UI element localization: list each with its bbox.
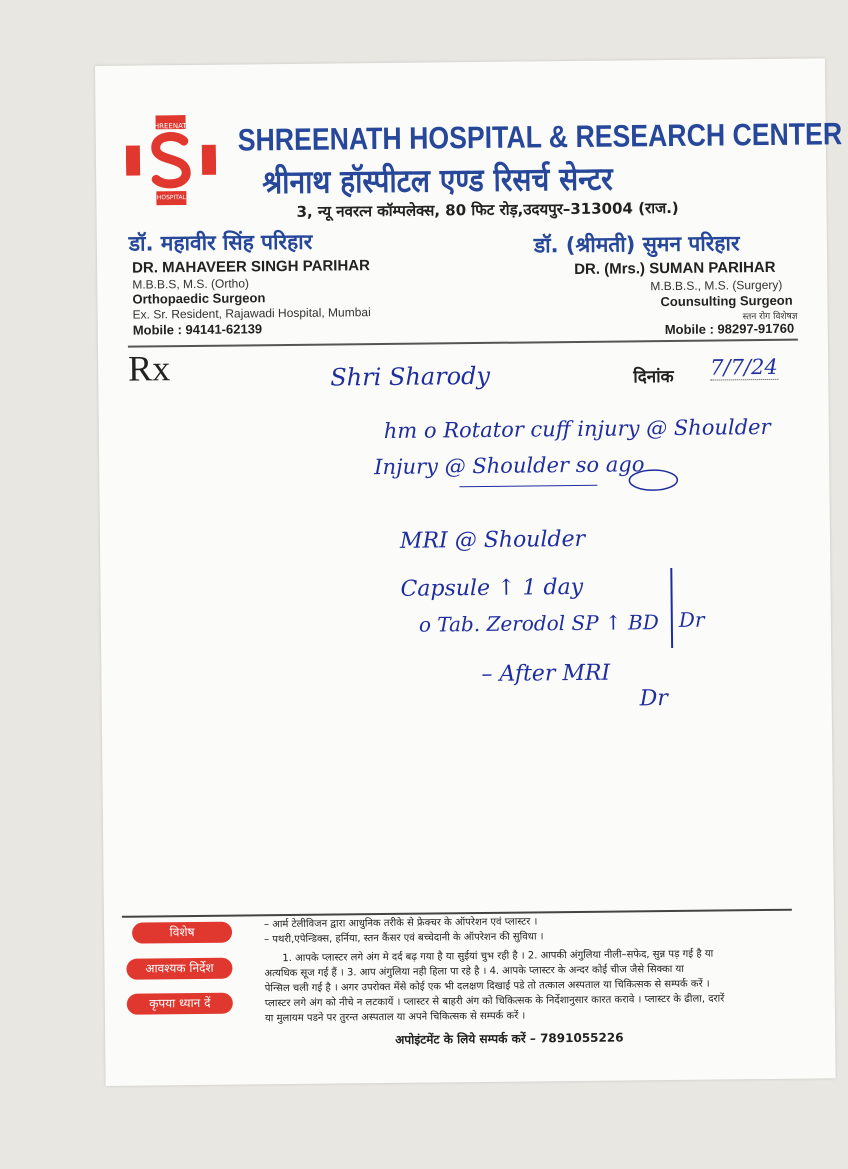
handwritten-line: o Tab. Zerodol SP ↑ BD bbox=[418, 610, 659, 637]
doctor-right-name-hindi: डॉ. (श्रीमती) सुमन परिहार bbox=[533, 231, 740, 258]
hospital-address: 3, न्यू नवरत्न कॉम्पलेक्स, 80 फिट रोड़,उदयपुर–313004 (राज.) bbox=[296, 198, 679, 221]
appointment-contact: अपोइंटमेंट के लिये सम्पर्क करें – 7891055226 bbox=[395, 1030, 624, 1047]
doctor-left-name-english: DR. MAHAVEER SINGH PARIHAR bbox=[132, 257, 370, 277]
doctor-left-name-hindi: डॉ. महावीर सिंह परिहार bbox=[128, 229, 313, 256]
doctor-right-degree: M.B.B.S., M.S. (Surgery) bbox=[650, 277, 783, 294]
handwritten-underline bbox=[459, 485, 597, 487]
footer-instruction-line: 1. आपके प्लास्टर लगे अंग मे दर्द बढ़ गया है या सुईयां चुभ रही है । 2. आपकी अंगुलिया नीली–सफेद, सुन्न पड़ गई है या bbox=[282, 948, 714, 965]
doctor-right-specialty: Counsulting Surgeon bbox=[660, 292, 793, 310]
date-label: दिनांक bbox=[633, 366, 674, 388]
footer-instruction-line: या मुलायम पडने पर तुरन्त अस्पताल या अपने चिकित्सक से सम्पर्क करें । bbox=[264, 1010, 526, 1025]
date-value: 7/7/24 bbox=[710, 354, 778, 380]
badge-attention: कृपया ध्यान दें bbox=[127, 993, 233, 1015]
footer-instruction-line: अत्यधिक सूज गई हैं । 3. आप अंगुलिया नही हिला पा रहे है । 4. आपके प्लास्टर के अन्दर कोई चीज जैसे सिक्का या bbox=[264, 963, 684, 980]
handwritten-line: Injury @ Shoulder so ago bbox=[374, 452, 645, 480]
header-divider bbox=[128, 339, 798, 348]
logo-text-bottom: HOSPITAL bbox=[156, 194, 186, 202]
handwritten-line: Capsule ↑ 1 day bbox=[400, 574, 584, 602]
doctor-left-experience: Ex. Sr. Resident, Rajawadi Hospital, Mumbai bbox=[132, 305, 371, 322]
hospital-name-hindi: श्रीनाथ हॉस्पीटल एण्ड रिसर्च सेन्टर bbox=[262, 159, 613, 202]
footer-instruction-line: पेन्सिल चली गई है । अगर उपरोक्त मेंसे कोई एक भी दलक्षण दिखाई पडे तो तत्काल अस्पताल या चिकित्सक से सम्पर्क करें । bbox=[264, 978, 710, 995]
handwritten-line: MRI @ Shoulder bbox=[399, 526, 586, 554]
rx-symbol: Rx bbox=[127, 348, 171, 389]
doctor-left-degree: M.B.B.S, M.S. (Ortho) bbox=[132, 276, 250, 292]
handwritten-bracket bbox=[670, 568, 673, 648]
handwritten-line: – After MRI bbox=[481, 660, 611, 687]
prescription-sheet bbox=[95, 58, 843, 1086]
footer-instruction-line: प्लास्टर लगे अंग को नीचे न लटकायें । प्लास्टर से बाहरी अंग को चिकित्सक के निर्देशानुसार कारत करावे । प्लास्टर के ढीला, दरारें bbox=[264, 993, 725, 1010]
doctor-right-specialty-hindi: स्तन रोग विशेषज्ञ bbox=[742, 311, 798, 323]
handwritten-signature: Dr bbox=[639, 686, 668, 712]
badge-special: विशेष bbox=[132, 922, 232, 944]
badge-instructions: आवश्यक निर्देश bbox=[126, 958, 232, 980]
logo-text-top: SHREENATH bbox=[149, 121, 192, 131]
doctor-left-specialty: Orthopaedic Surgeon bbox=[132, 290, 266, 307]
handwritten-patient-name: Shri Sharody bbox=[330, 361, 491, 392]
doctor-right-name-english: DR. (Mrs.) SUMAN PARIHAR bbox=[574, 258, 776, 278]
handwritten-signature: Dr bbox=[678, 607, 705, 632]
handwritten-circle bbox=[627, 468, 679, 493]
doctor-left-mobile: Mobile : 94141-62139 bbox=[132, 321, 263, 338]
hospital-name-english: SHREENATH HOSPITAL & RESEARCH CENTER bbox=[237, 116, 843, 158]
footer-special-line: – पथरी,एपेन्डिक्स, हर्निया, स्तन कैंसर एवं बच्चेदानी के ऑपरेशन की सुविधा । bbox=[264, 931, 544, 946]
doctor-right-mobile: Mobile : 98297-91760 bbox=[664, 320, 795, 338]
handwritten-line: hm o Rotator cuff injury @ Shoulder bbox=[383, 414, 771, 443]
hospital-logo-icon bbox=[126, 115, 217, 206]
footer-special-line: – आर्म टेलीविजन द्वारा आधुनिक तरीके से फ्रेक्चर के ऑपरेशन एवं प्लास्टर । bbox=[263, 916, 538, 931]
